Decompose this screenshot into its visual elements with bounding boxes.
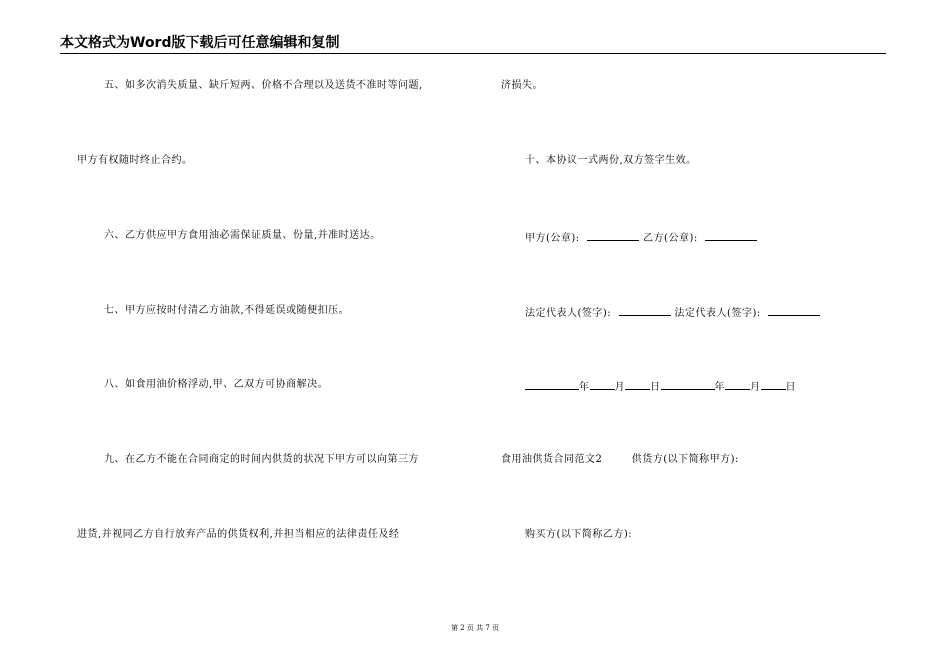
seal-signature-row (525, 229, 757, 246)
page-header (60, 33, 886, 53)
clause-8: 八、如食用油价格浮动,甲、乙双方可协商解决。 (104, 379, 329, 390)
date-b-month-label: 月 (750, 382, 761, 393)
clause-6: 六、乙方供应甲方食用油必需保证质量、份量,并准时送达。 (104, 230, 381, 241)
party-b-seal-label: 乙方(公章): (643, 233, 698, 244)
date-b-month-blank (725, 378, 750, 390)
date-b-day-blank (761, 378, 786, 390)
date-b-year-blank (661, 378, 715, 390)
sample-contract-title: 食用油供货合同范文2 (501, 454, 603, 465)
clause-9-line-1: 九、在乙方不能在合同商定的时间内供货的状况下甲方可以向第三方 (104, 454, 419, 465)
clause-5-line-2: 甲方有权随时终止合约。 (77, 155, 193, 166)
clause-5-line-1: 五、如多次消失质量、缺斤短两、价格不合理以及送货不准时等问题, (104, 80, 423, 91)
page-number: 第 2 页 共 7 页 (450, 624, 500, 632)
date-b-year-label: 年 (714, 382, 725, 393)
clause-7: 七、甲方应按时付清乙方油款,不得延误或随便扣压。 (104, 305, 350, 316)
clause-9-continuation: 济损失。 (501, 80, 543, 91)
representative-signature-row (525, 304, 820, 321)
date-b-day-label: 日 (785, 382, 796, 393)
header-divider (60, 53, 886, 54)
date-a-day-label: 日 (650, 382, 661, 393)
party-a-representative-label: 法定代表人(签字): (525, 308, 612, 319)
date-a-year-blank (525, 378, 579, 390)
document-header-title: 本文格式为Word版下载后可任意编辑和复制 (60, 35, 340, 51)
clause-10: 十、本协议一式两份,双方签字生效。 (525, 155, 697, 166)
party-a-seal-blank (587, 229, 639, 241)
buyer-label: 购买方(以下简称乙方): (525, 529, 633, 540)
date-a-day-blank (625, 378, 650, 390)
party-b-seal-blank (705, 229, 757, 241)
sample-contract-heading-row (501, 453, 739, 467)
party-b-representative-blank (768, 304, 820, 316)
date-a-year-label: 年 (579, 382, 590, 393)
date-a-month-blank (590, 378, 615, 390)
date-row (525, 378, 796, 395)
party-b-representative-label: 法定代表人(签字): (674, 308, 761, 319)
date-a-month-label: 月 (614, 382, 625, 393)
party-a-representative-blank (619, 304, 671, 316)
clause-9-line-2: 进货,并视同乙方自行放弃产品的供货权利,并担当相应的法律责任及经 (77, 529, 400, 540)
party-a-seal-label: 甲方(公章): (525, 233, 580, 244)
supplier-label: 供货方(以下简称甲方): (631, 454, 739, 465)
